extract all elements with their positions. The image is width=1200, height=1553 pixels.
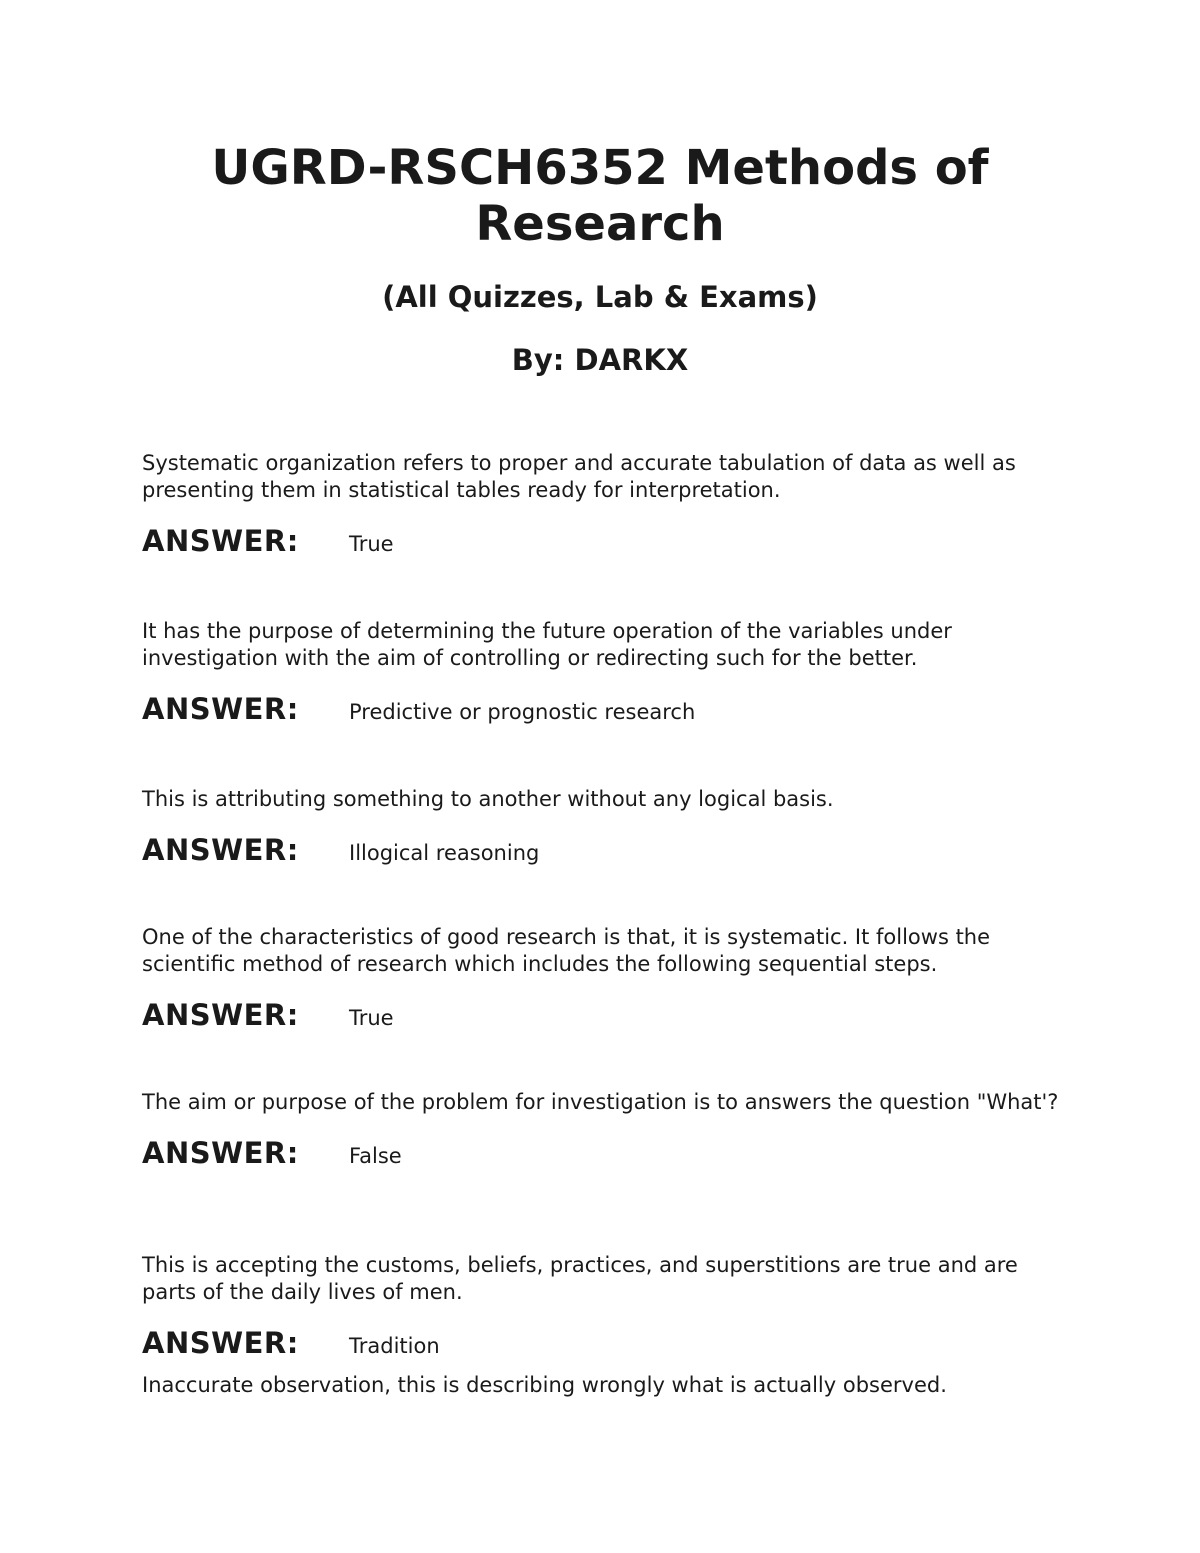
qa-item-4	[142, 924, 1072, 1032]
answer-label: ANSWER:	[142, 998, 299, 1032]
answer-row	[142, 524, 1072, 558]
question-text: This is accepting the customs, beliefs, practices, and superstitions are true and are parts of the daily lives of men.	[142, 1253, 1018, 1304]
question-text: It has the purpose of determining the future operation of the variables under investigation with the aim of controlling or redirecting such for the better.	[142, 619, 952, 670]
answer-label: ANSWER:	[142, 1326, 299, 1360]
question-text: Inaccurate observation, this is describing wrongly what is actually observed.	[142, 1373, 947, 1397]
answer-label: ANSWER:	[142, 692, 299, 726]
qa-item-2	[142, 618, 1072, 726]
answer-row	[142, 998, 1072, 1032]
answer-value: False	[349, 1144, 402, 1168]
answer-value: True	[349, 1006, 394, 1030]
answer-label: ANSWER:	[142, 524, 299, 558]
answer-value: True	[349, 532, 394, 556]
answer-row	[142, 833, 1072, 867]
qa-item-3	[142, 786, 1072, 867]
answer-value: Predictive or prognostic research	[349, 700, 696, 724]
qa-item-5	[142, 1089, 1072, 1170]
qa-item-6	[142, 1252, 1072, 1360]
question-text: This is attributing something to another without any logical basis.	[142, 787, 834, 811]
qa-item-7	[142, 1372, 1072, 1399]
answer-row	[142, 1326, 1072, 1360]
document-byline: By: DARKX	[511, 343, 689, 377]
qa-item-1	[142, 450, 1072, 558]
document-title: UGRD-RSCH6352 Methods of Research	[211, 140, 989, 252]
question-text: One of the characteristics of good research is that, it is systematic. It follows the scientific method of research which includes the following sequential steps.	[142, 925, 991, 976]
question-text: The aim or purpose of the problem for investigation is to answers the question "What'?	[142, 1090, 1059, 1114]
answer-row	[142, 692, 1072, 726]
answer-label: ANSWER:	[142, 1136, 299, 1170]
answer-value: Tradition	[349, 1334, 440, 1358]
answer-label: ANSWER:	[142, 833, 299, 867]
answer-value: Illogical reasoning	[349, 841, 540, 865]
question-text: Systematic organization refers to proper and accurate tabulation of data as well as presenting them in statistical tables ready for interpretation.	[142, 451, 1016, 502]
document-subtitle: (All Quizzes, Lab & Exams)	[382, 280, 818, 314]
answer-row	[142, 1136, 1072, 1170]
